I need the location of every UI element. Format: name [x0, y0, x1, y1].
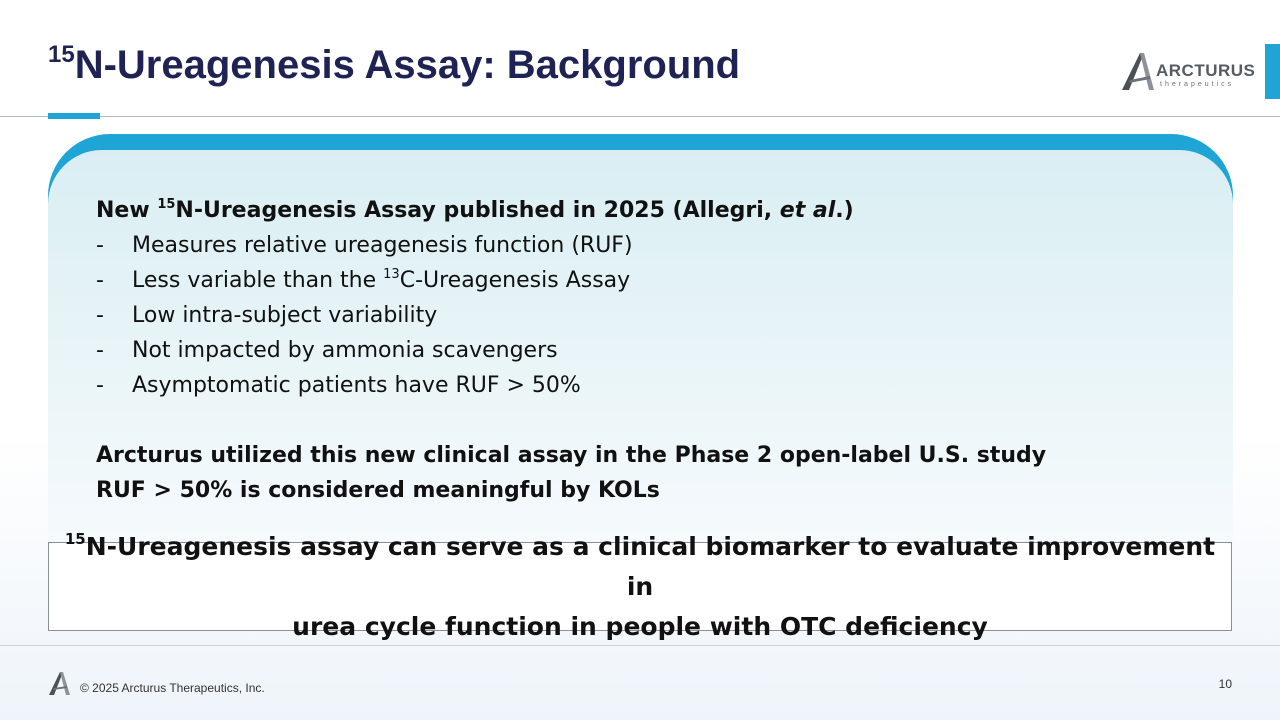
page-number: 10	[1218, 677, 1232, 691]
callout-superscript: 15	[64, 529, 86, 548]
callout-line-2: urea cycle function in people with OTC deficiency	[292, 611, 988, 641]
content-panel	[48, 134, 1233, 554]
bullet-text-start: Less variable than the	[132, 268, 384, 293]
arcturus-a-icon	[1120, 50, 1158, 92]
slide-title	[48, 42, 740, 87]
title-divider	[0, 116, 1280, 117]
bullet-text	[132, 263, 630, 298]
bullet-superscript: 13	[383, 267, 400, 282]
title-text: N-Ureagenesis Assay: Background	[74, 43, 741, 87]
bullet-dash: -	[96, 338, 104, 363]
heading-main: N-Ureagenesis Assay published in 2025 (Allegri,	[175, 198, 780, 223]
heading-superscript: 15	[157, 197, 176, 212]
bullet-item	[96, 368, 1196, 403]
bullet-text-end: C-Ureagenesis Assay	[399, 268, 631, 293]
arcturus-a-footer-icon	[48, 670, 72, 696]
bullet-item	[96, 228, 1196, 263]
logo-wordmark: ARCTURUS	[1156, 61, 1256, 80]
bullet-dash: -	[96, 303, 104, 328]
callout-line-1	[49, 527, 1231, 607]
statement-phase2: Arcturus utilized this new clinical assay in the Phase 2 open-label U.S. study	[96, 443, 1047, 468]
assay-heading	[96, 193, 1196, 228]
paragraph-spacer	[96, 403, 1196, 438]
content-text	[96, 193, 1196, 508]
callout-text-1: N-Ureagenesis assay can serve as a clinical biomarker to evaluate improvement in	[85, 531, 1216, 601]
heading-italic: et al	[779, 198, 836, 223]
bullet-item	[96, 298, 1196, 333]
arcturus-logo	[1120, 50, 1256, 92]
bullet-dash: -	[96, 233, 104, 258]
bullet-item	[96, 263, 1196, 298]
bullet-dash: -	[96, 373, 104, 398]
bullet-text: Measures relative ureagenesis function (RUF)	[132, 233, 633, 258]
heading-prefix: New	[96, 198, 158, 223]
statement-ruf-threshold: RUF > 50% is considered meaningful by KOLs	[96, 478, 660, 503]
bullet-text: Low intra-subject variability	[132, 303, 438, 328]
bullet-item	[96, 333, 1196, 368]
bullet-dash: -	[96, 268, 104, 293]
copyright-notice: © 2025 Arcturus Therapeutics, Inc.	[80, 681, 265, 695]
bullet-text: Not impacted by ammonia scavengers	[132, 338, 558, 363]
title-superscript: 15	[48, 41, 75, 68]
title-accent-bar	[48, 113, 100, 119]
bullet-text: Asymptomatic patients have RUF > 50%	[132, 373, 581, 398]
conclusion-callout	[48, 529, 1232, 641]
content-panel-fill	[48, 150, 1233, 554]
heading-suffix: .)	[835, 198, 854, 223]
right-edge-accent-bar	[1265, 44, 1280, 99]
logo-tagline: therapeutics	[1160, 81, 1235, 88]
footer-divider	[0, 645, 1280, 646]
